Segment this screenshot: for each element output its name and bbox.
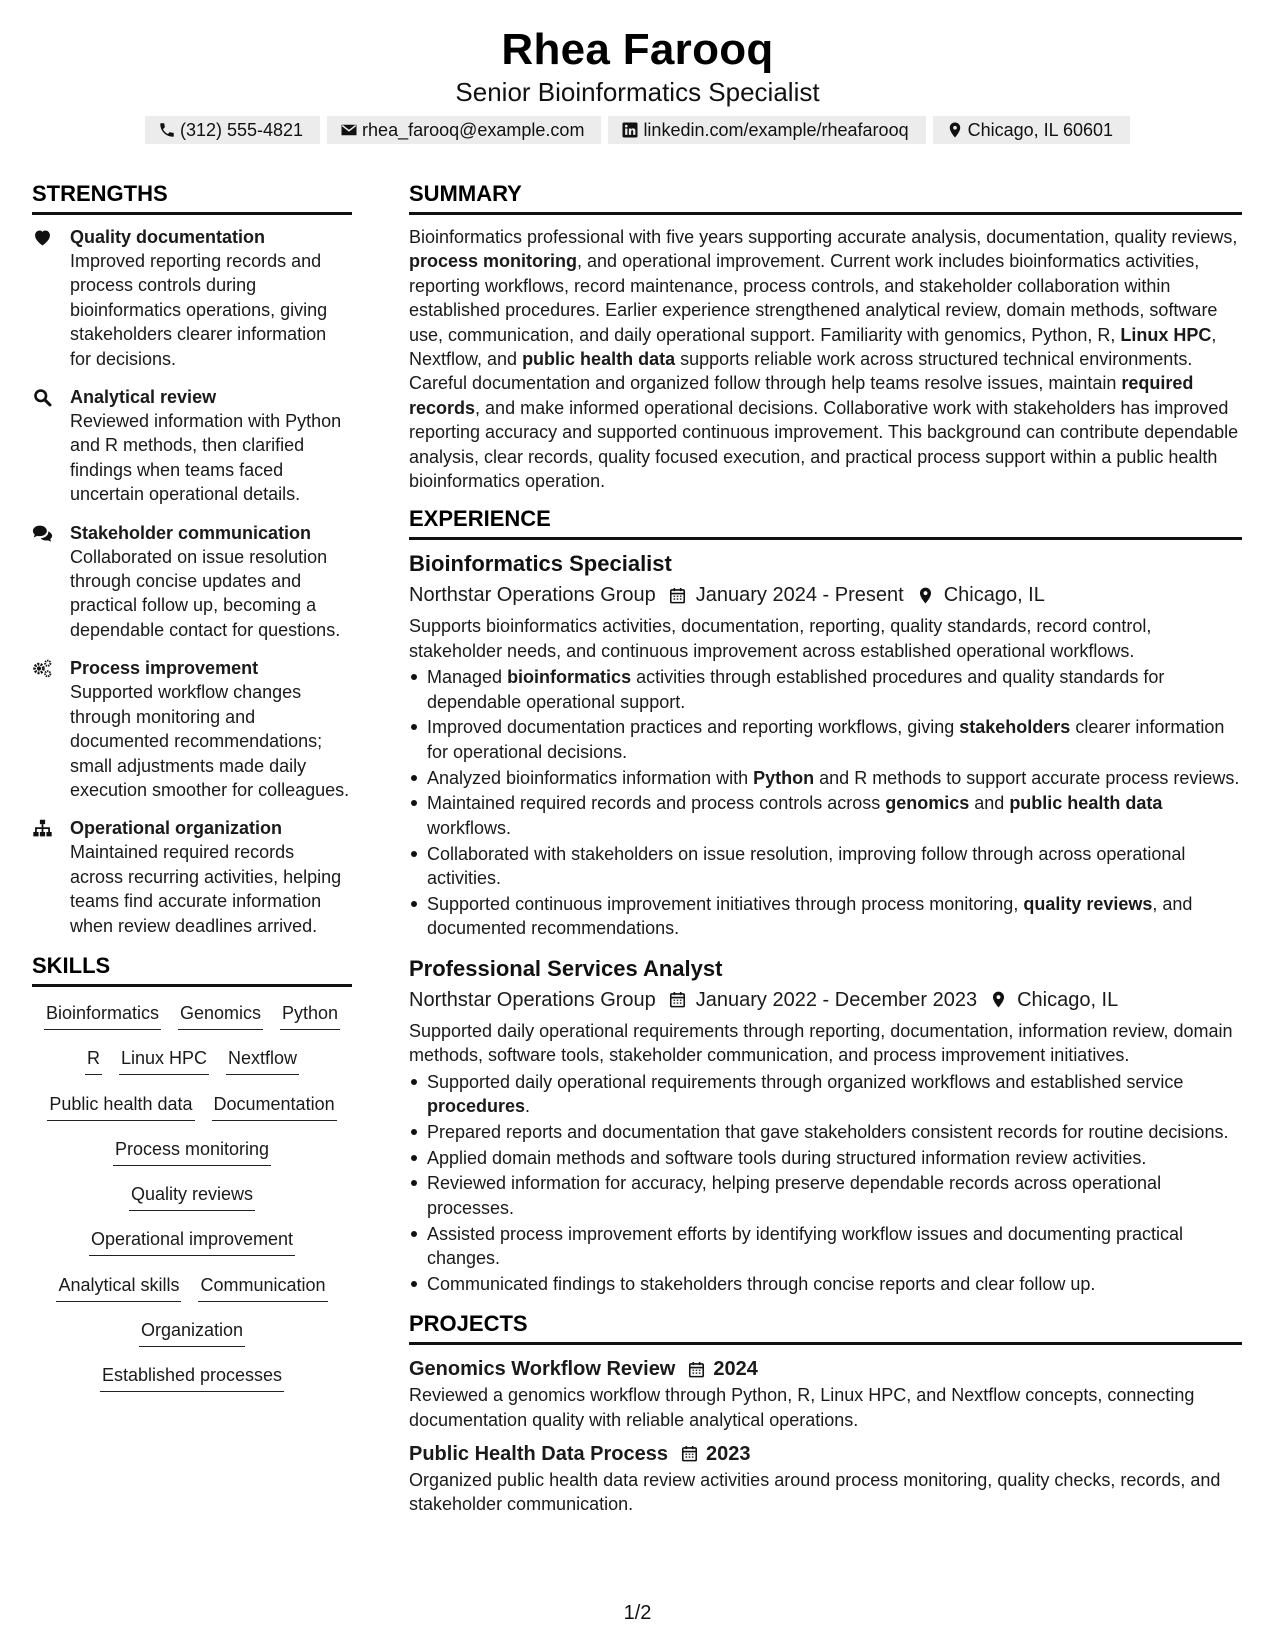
job-bullet: Reviewed information for accuracy, helping preserve dependable records across operational processes.	[409, 1171, 1242, 1220]
job-entry	[409, 550, 1242, 940]
skill-tag: Documentation	[212, 1092, 337, 1121]
job-meta	[409, 580, 1242, 610]
contact-location	[933, 116, 1130, 144]
strength-title: Stakeholder communication	[70, 522, 312, 543]
skill-tag: Nextflow	[226, 1046, 299, 1075]
job-meta	[409, 985, 1242, 1015]
chat-icon	[32, 523, 53, 544]
job-bullet: Supported continuous improvement initiatives through process monitoring, quality reviews, and documented recommendations.	[409, 892, 1242, 941]
job-dates: January 2022 - December 2023	[695, 988, 978, 1011]
calendar-icon	[687, 1360, 706, 1379]
contact-linkedin-text: linkedin.com/example/rheafarooq	[643, 120, 909, 140]
job-description: Supports bioinformatics activities, documentation, reporting, quality standards, record control, stakeholder needs, and continuous improvement across established operational workflows.	[409, 616, 1152, 661]
strength-body: Maintained required records across recurring activities, helping teams find accurate information when review deadlines arrived.	[70, 842, 342, 936]
project-description: Organized public health data review activities around process monitoring, quality checks, records, and stakeholder communication.	[409, 1469, 1221, 1515]
org-chart-icon	[32, 818, 53, 839]
project-entry	[409, 1355, 1242, 1432]
project-header	[409, 1355, 1242, 1383]
skills-heading: SKILLS	[32, 952, 352, 987]
envelope-icon	[340, 121, 358, 139]
contact-email-text: rhea_farooq@example.com	[362, 120, 585, 140]
bold-keyword: stakeholders	[959, 717, 1071, 738]
job-bullet: Maintained required records and process controls across genomics and public health data workflows.	[409, 791, 1242, 840]
map-pin-icon	[989, 990, 1008, 1009]
bold-keyword: public health data	[522, 349, 676, 370]
gears-icon	[32, 658, 53, 679]
page-number: 1/2	[623, 1602, 652, 1624]
bold-keyword: genomics	[885, 793, 970, 814]
strength-body: Reviewed information with Python and R methods, then clarified findings when teams faced uncertain operational details.	[70, 411, 342, 505]
project-header	[409, 1440, 1242, 1468]
job-bullet: Applied domain methods and software tools during structured information review activities.	[409, 1146, 1242, 1170]
contact-phone-text: (312) 555-4821	[179, 120, 304, 140]
strength-title: Operational organization	[70, 818, 283, 839]
project-entry	[409, 1440, 1242, 1517]
skill-tag: Bioinformatics	[44, 1001, 161, 1030]
job-company: Northstar Operations Group	[409, 584, 656, 607]
skill-tag: Operational improvement	[89, 1227, 295, 1256]
job-dates: January 2024 - Present	[695, 584, 904, 607]
job-bullet: Analyzed bioinformatics information with Python and R methods to support accurate process reviews.	[409, 766, 1242, 790]
strengths-heading: STRENGTHS	[32, 180, 352, 215]
strength-item	[32, 385, 352, 507]
job-location: Chicago, IL	[943, 584, 1045, 607]
skill-tag: Communication	[198, 1273, 327, 1302]
strength-item	[32, 225, 352, 371]
projects-heading: PROJECTS	[409, 1310, 1242, 1345]
job-title: Bioinformatics Specialist	[409, 551, 672, 577]
strength-item	[32, 656, 352, 802]
project-title: Public Health Data Process	[409, 1442, 668, 1465]
skill-tag: Python	[280, 1001, 340, 1030]
job-location: Chicago, IL	[1017, 988, 1119, 1011]
contact-linkedin[interactable]	[608, 116, 925, 144]
job-bullets	[409, 1070, 1242, 1297]
skill-tag: Process monitoring	[113, 1137, 271, 1166]
calendar-icon	[680, 1444, 699, 1463]
job-bullet: Communicated findings to stakeholders through concise reports and clear follow up.	[409, 1272, 1242, 1296]
skill-tag: Quality reviews	[129, 1182, 255, 1211]
job-bullet: Managed bioinformatics activities through established procedures and quality standards for dependable operational support.	[409, 665, 1242, 714]
job-bullet: Supported daily operational requirements through organized workflows and established service procedures.	[409, 1070, 1242, 1119]
strength-title: Process improvement	[70, 658, 259, 679]
right-column	[409, 180, 1242, 1525]
contact-location-text: Chicago, IL 60601	[967, 120, 1114, 140]
skill-tag: R	[85, 1046, 102, 1075]
bold-keyword: required records	[409, 373, 1194, 418]
bold-keyword: Linux HPC	[1120, 324, 1212, 345]
resume-header	[0, 0, 1275, 144]
calendar-icon	[668, 990, 687, 1009]
strength-body: Supported workflow changes through monitoring and documented recommendations; small adjustments made daily execution smoother for colleagues.	[70, 682, 350, 800]
skill-tag: Linux HPC	[119, 1046, 209, 1075]
skill-tag: Organization	[139, 1318, 245, 1347]
search-icon	[32, 387, 53, 408]
map-pin-icon	[946, 121, 964, 139]
contact-phone	[145, 116, 320, 144]
linkedin-icon	[621, 121, 639, 139]
job-bullets	[409, 665, 1242, 940]
candidate-title: Senior Bioinformatics Specialist	[455, 77, 820, 107]
summary-text: Bioinformatics professional with five years supporting accurate analysis, documentation, quality reviews, process monitoring, and operational improvement. Current work includes bioinformatics activities, reporting workflows, record maintenance, process controls, and stakeholder collaboration within established procedures. Earlier experience strengthened analytical review, domain methods, software use, communication, and daily operational support. Familiarity with genomics, Python, R, Linux HPC, Nextflow, and public health data supports reliable work across structured technical environments. Careful documentation and organized follow through help teams resolve issues, maintain required records, and make informed operational decisions. Collaborative work with stakeholders has improved reporting accuracy and supported continuous improvement. This background can contribute dependable analysis, clear records, quality focused execution, and practical process support within a public health bioinformatics operation.	[409, 227, 1239, 492]
project-description: Reviewed a genomics workflow through Python, R, Linux HPC, and Nextflow concepts, connecting documentation quality with reliable analytical operations.	[409, 1385, 1195, 1430]
heart-icon	[32, 227, 53, 248]
bold-keyword: quality reviews	[1023, 893, 1153, 914]
job-description: Supported daily operational requirements through reporting, documentation, information review, domain methods, software tools, stakeholder communication, and process improvement initiatives.	[409, 1020, 1233, 1066]
map-pin-icon	[916, 586, 935, 605]
skills-list	[32, 997, 352, 1409]
bold-keyword: Python	[753, 767, 815, 788]
bold-keyword: process monitoring	[409, 251, 578, 272]
bold-keyword: bioinformatics	[507, 667, 632, 688]
bold-keyword: procedures	[427, 1095, 526, 1116]
skill-tag: Analytical skills	[56, 1273, 181, 1302]
summary-heading: SUMMARY	[409, 180, 1242, 215]
project-year: 2024	[713, 1358, 758, 1381]
job-bullet: Collaborated with stakeholders on issue resolution, improving follow through across operational activities.	[409, 842, 1242, 891]
job-entry	[409, 955, 1242, 1296]
phone-icon	[158, 121, 176, 139]
contact-bar	[0, 116, 1275, 144]
job-title: Professional Services Analyst	[409, 955, 723, 981]
strength-body: Improved reporting records and process controls during bioinformatics operations, giving stakeholders clearer information for decisions.	[70, 251, 328, 369]
skill-tag: Established processes	[100, 1363, 284, 1392]
contact-email[interactable]	[327, 116, 601, 144]
left-column	[32, 180, 352, 1409]
job-bullet: Improved documentation practices and reporting workflows, giving stakeholders clearer information for operational decisions.	[409, 715, 1242, 764]
project-title: Genomics Workflow Review	[409, 1358, 676, 1381]
job-bullet: Prepared reports and documentation that gave stakeholders consistent records for routine decisions.	[409, 1120, 1242, 1144]
job-company: Northstar Operations Group	[409, 988, 656, 1011]
job-bullet: Assisted process improvement efforts by identifying workflow issues and documenting practical changes.	[409, 1222, 1242, 1271]
strength-title: Quality documentation	[70, 227, 266, 247]
experience-heading: EXPERIENCE	[409, 505, 1242, 540]
calendar-icon	[668, 586, 687, 605]
strength-item	[32, 816, 352, 938]
candidate-name: Rhea Farooq	[501, 25, 774, 74]
strength-title: Analytical review	[70, 387, 217, 408]
bold-keyword: public health data	[1009, 793, 1163, 814]
skill-tag: Genomics	[178, 1001, 263, 1030]
project-year: 2023	[705, 1442, 751, 1465]
strength-body: Collaborated on issue resolution through concise updates and practical follow up, becoming a dependable contact for questions.	[70, 546, 341, 640]
skill-tag: Public health data	[47, 1092, 194, 1121]
strength-item	[32, 521, 352, 643]
